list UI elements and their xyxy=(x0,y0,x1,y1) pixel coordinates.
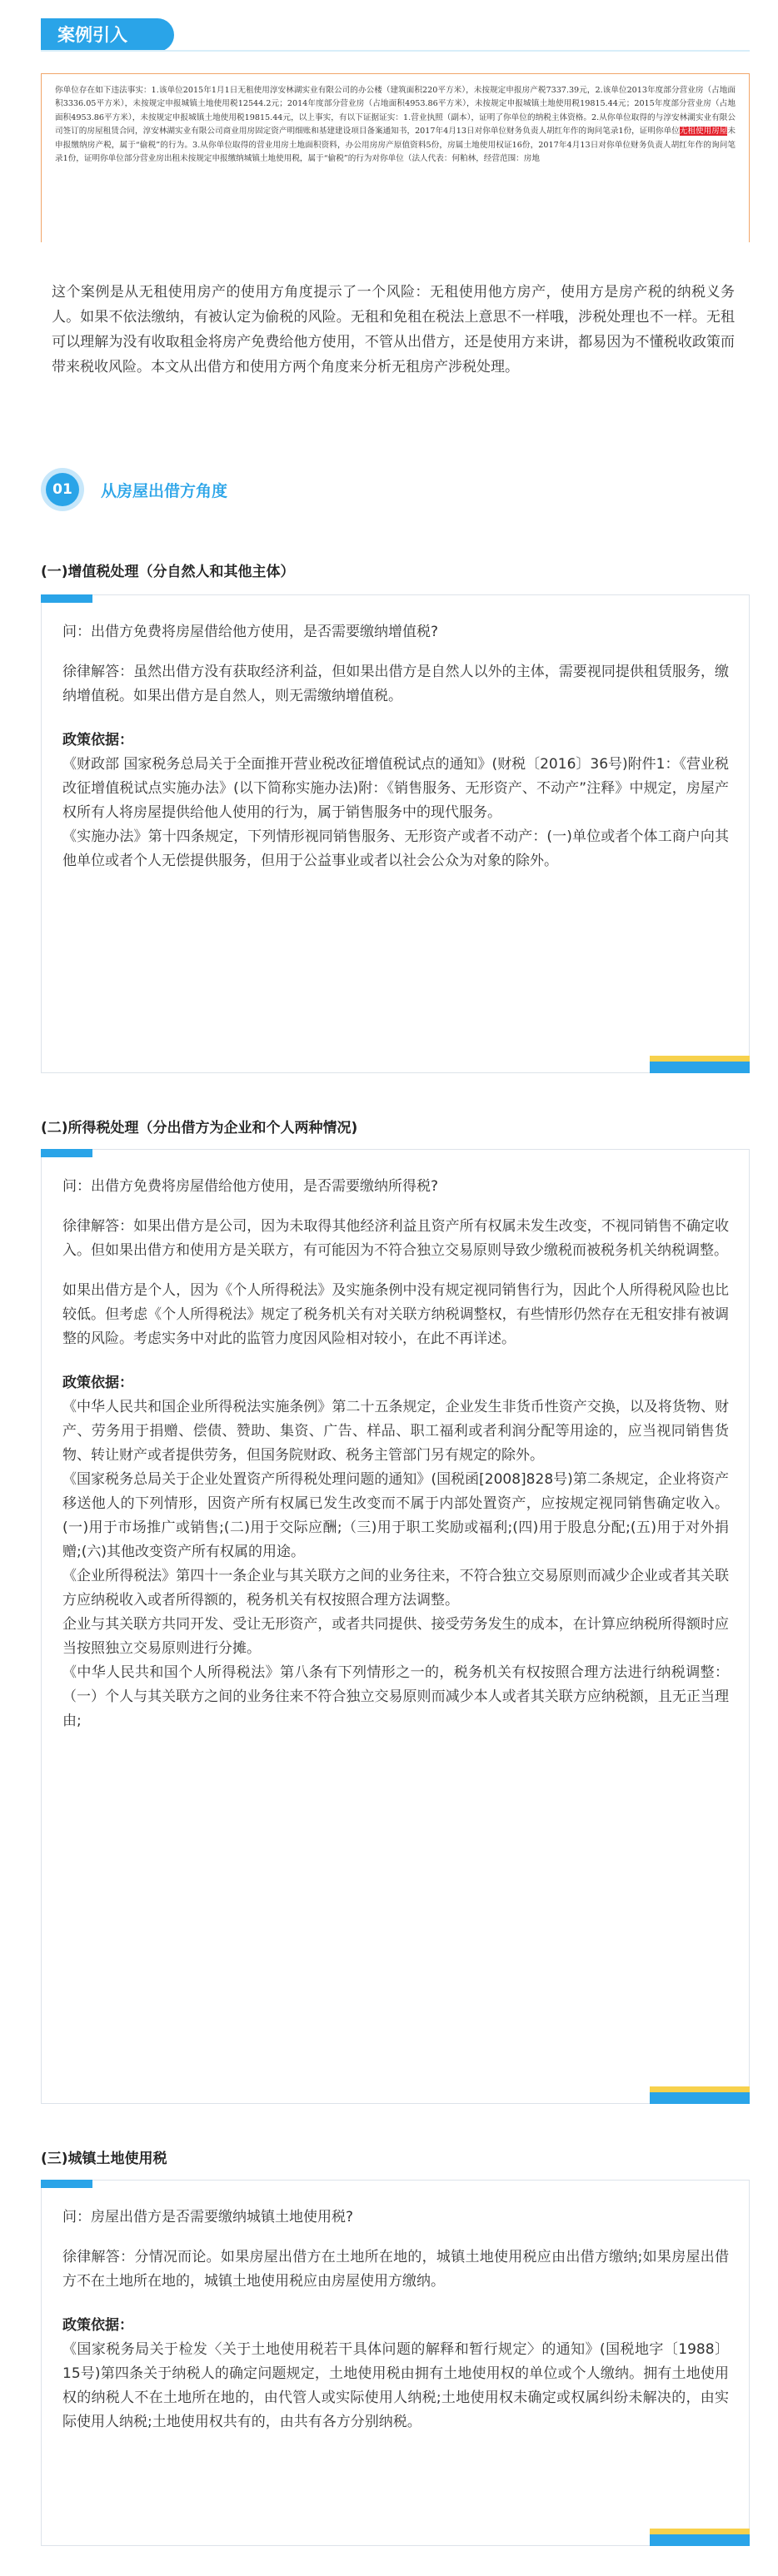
section-number: 01 xyxy=(46,473,79,506)
answer-text: 如果出借方是个人，因为《个人所得税法》及实施条例中没有规定视同销售行为，因此个人所得税风险也比较低。但考虑《个人所得税法》规定了税务机关有对关联方纳税调整权，有些情形仍然存在无租安排有被调整的风险。考虑实务中对此的监管力度因风险相对较小，在此不再详述。 xyxy=(62,1282,729,1347)
card-accent-top xyxy=(41,1149,92,1157)
subheading-vat: (一)增值税处理（分自然人和其他主体） xyxy=(41,564,295,580)
policy-item: 企业与其关联方共同开发、受让无形资产，或者共同提供、接受劳务发生的成本，在计算应纳税所得额时应当按照独立交易原则进行分摊。 xyxy=(62,1616,729,1657)
qa-card-land-use-tax xyxy=(41,2180,750,2546)
section-title: 从房屋出借方角度 xyxy=(101,482,228,500)
answer-text: 徐律解答：如果出借方是公司，因为未取得其他经济利益且资产所有权属未发生改变，不视同销售不确定收入。但如果出借方和使用方是关联方，有可能因为不符合独立交易原则导致少缴税而被税务机关纳税调整。 xyxy=(62,1218,729,1259)
policy-item: 《中华人民共和国个人所得税法》第八条有下列情形之一的，税务机关有权按照合理方法进行纳税调整：（一）个人与其关联方之间的业务往来不符合独立交易原则而减少本人或者其关联方应纳税额，且无正当理由; xyxy=(62,1664,729,1729)
notice-crop-mask xyxy=(41,242,750,248)
question-text: 问：出借方免费将房屋借给他方使用，是否需要缴纳增值税? xyxy=(62,624,439,640)
section-number-badge xyxy=(41,468,84,511)
policy-label: 政策依据： xyxy=(62,1375,133,1391)
policy-label: 政策依据： xyxy=(62,2317,133,2334)
answer-text: 徐律解答：分情况而论。如果房屋出借方在土地所在地的，城镇土地使用税应由出借方缴纳;如果房屋出借方不在土地所在地的，城镇土地使用税应由房屋使用方缴纳。 xyxy=(62,2249,729,2290)
case-intro-tag: 案例引入 xyxy=(41,18,174,52)
card-accent-bottom xyxy=(650,2534,750,2546)
intro-paragraph: 这个案例是从无租使用房产的使用方角度提示了一个风险：无租使用他方房产，使用方是房产税的纳税义务人。如果不依法缴纳，有被认定为偷税的风险。无租和免租在税法上意思不一样哦，涉税处理也不一样。无租可以理解为没有收取租金将房产免费给他方使用，不管从出借方，还是使用方来讲，都易因为不懂税收政策而带来税收风险。本文从出借方和使用方两个角度来分析无租房产涉税处理。 xyxy=(52,284,735,375)
question-text: 问：出借方免费将房屋借给他方使用，是否需要缴纳所得税? xyxy=(62,1178,439,1195)
policy-label: 政策依据： xyxy=(62,732,133,748)
notice-text-after: 未申报缴纳房产税，属于“偷税”的行为。3.从你单位取得的营业用房土地面积资料，办公用房房产原值资料5份，房属土地使用权证16份，2017年4月13日对你单位财务负责人胡红年作的询问笔录1份，证明你单位部分营业房出租未按规定申报缴纳城镇土地使用税，属于“偷税”的行为对你单位（法人代表：何粕林，经营范围：房地 xyxy=(55,127,736,164)
qa-card-vat xyxy=(41,594,750,1073)
qa-card-income-tax xyxy=(41,1149,750,2104)
card-accent-bottom xyxy=(650,1062,750,1073)
answer-text: 徐律解答：虽然出借方没有获取经济利益，但如果出借方是自然人以外的主体，需要视同提供租赁服务，缴纳增值税。如果出借方是自然人，则无需缴纳增值税。 xyxy=(62,664,729,704)
policy-item: 《国家税务总局关于企业处置资产所得税处理问题的通知》(国税函[2008]828号)第二条规定，企业将资产移送他人的下列情形，因资产所有权属已发生改变而不属于内部处置资产，应按规定视同销售确定收入。(一)用于市场推广或销售;(二)用于交际应酬;（三)用于职工奖励或福利;(四)用于股息分配;(五)用于对外捐赠;(六)其他改变资产所有权属的用途。 xyxy=(62,1471,729,1560)
card-accent-top xyxy=(41,2180,92,2188)
policy-item: 《企业所得税法》第四十一条企业与其关联方之间的业务往来，不符合独立交易原则而减少企业或者其关联方应纳税收入或者所得额的，税务机关有权按照合理方法调整。 xyxy=(62,1568,729,1609)
notice-highlight: 无租使用房屋 xyxy=(679,127,728,137)
policy-item: 《中华人民共和国企业所得税法实施条例》第二十五条规定，企业发生非货币性资产交换，以及将货物、财产、劳务用于捐赠、偿债、赞助、集资、广告、样品、职工福利或者利润分配等用途的，应当视同销售货物、转让财产或者提供劳务，但国务院财政、税务主管部门另有规定的除外。 xyxy=(62,1399,729,1464)
card-accent-bottom xyxy=(650,2092,750,2104)
policy-item: 《国家税务局关于检发〈关于土地使用税若干具体问题的解释和暂行规定〉的通知》(国税地字〔1988〕15号)第四条关于纳税人的确定问题规定，土地使用税由拥有土地使用权的单位或个人缴纳。拥有土地使用权的纳税人不在土地所在地的，由代管人或实际使用人纳税;土地使用权未确定或权属纠纷未解决的，由实际使用人纳税;土地使用权共有的，由共有各方分别纳税。 xyxy=(62,2341,729,2430)
case-intro-divider xyxy=(41,50,750,52)
notice-text-before: 你单位存在如下违法事实：1.该单位2015年1月1日无租使用淳安林湖实业有限公司的办公楼（建筑面积220平方米），未按规定申报房产税7337.39元，2.该单位2013年度部分营业房（占地面积3336.05平方米），未按规定申报城镇土地使用税12544.2元；2014年度部分营业房（占地面积4953.86平方米），未按规定申报城镇土地使用税19815.44元；2015年度部分营业房（占地面积4953.86平方米），未按规定申报城镇土地使用税19815.44元，以上事实，有以下证据证实：1.营业执照（副本），证明了你单位的纳税主体资格。2.从你单位取得的与淳安林湖实业有限公司签订的房屋租赁合同，淳安林湖实业有限公司商业用房固定资产明细账和基建建设项目备案通知书，2017年4月13日对你单位财务负责人胡红年作的询问笔录1份，证明你单位 xyxy=(55,86,736,137)
penalty-notice-excerpt xyxy=(41,73,750,248)
policy-item: 《实施办法》第十四条规定，下列情形视同销售服务、无形资产或者不动产：(一)单位或者个体工商户向其他单位或者个人无偿提供服务，但用于公益事业或者以社会公众为对象的除外。 xyxy=(62,828,729,869)
card-accent-top xyxy=(41,594,92,603)
subheading-income-tax: (二)所得税处理（分出借方为企业和个人两种情况) xyxy=(41,1120,358,1136)
subheading-land-use-tax: (三)城镇土地使用税 xyxy=(41,2151,167,2167)
policy-item: 《财政部 国家税务总局关于全面推开营业税改征增值税试点的通知》(财税〔2016〕36号)附件1：《营业税改征增值税试点实施办法》(以下简称实施办法)附：《销售服务、无形资产、不动产”注释》中规定，房屋产权所有人将房屋提供给他人使用的行为，属于销售服务中的现代服务。 xyxy=(62,756,729,821)
question-text: 问：房屋出借方是否需要缴纳城镇土地使用税? xyxy=(62,2209,354,2225)
